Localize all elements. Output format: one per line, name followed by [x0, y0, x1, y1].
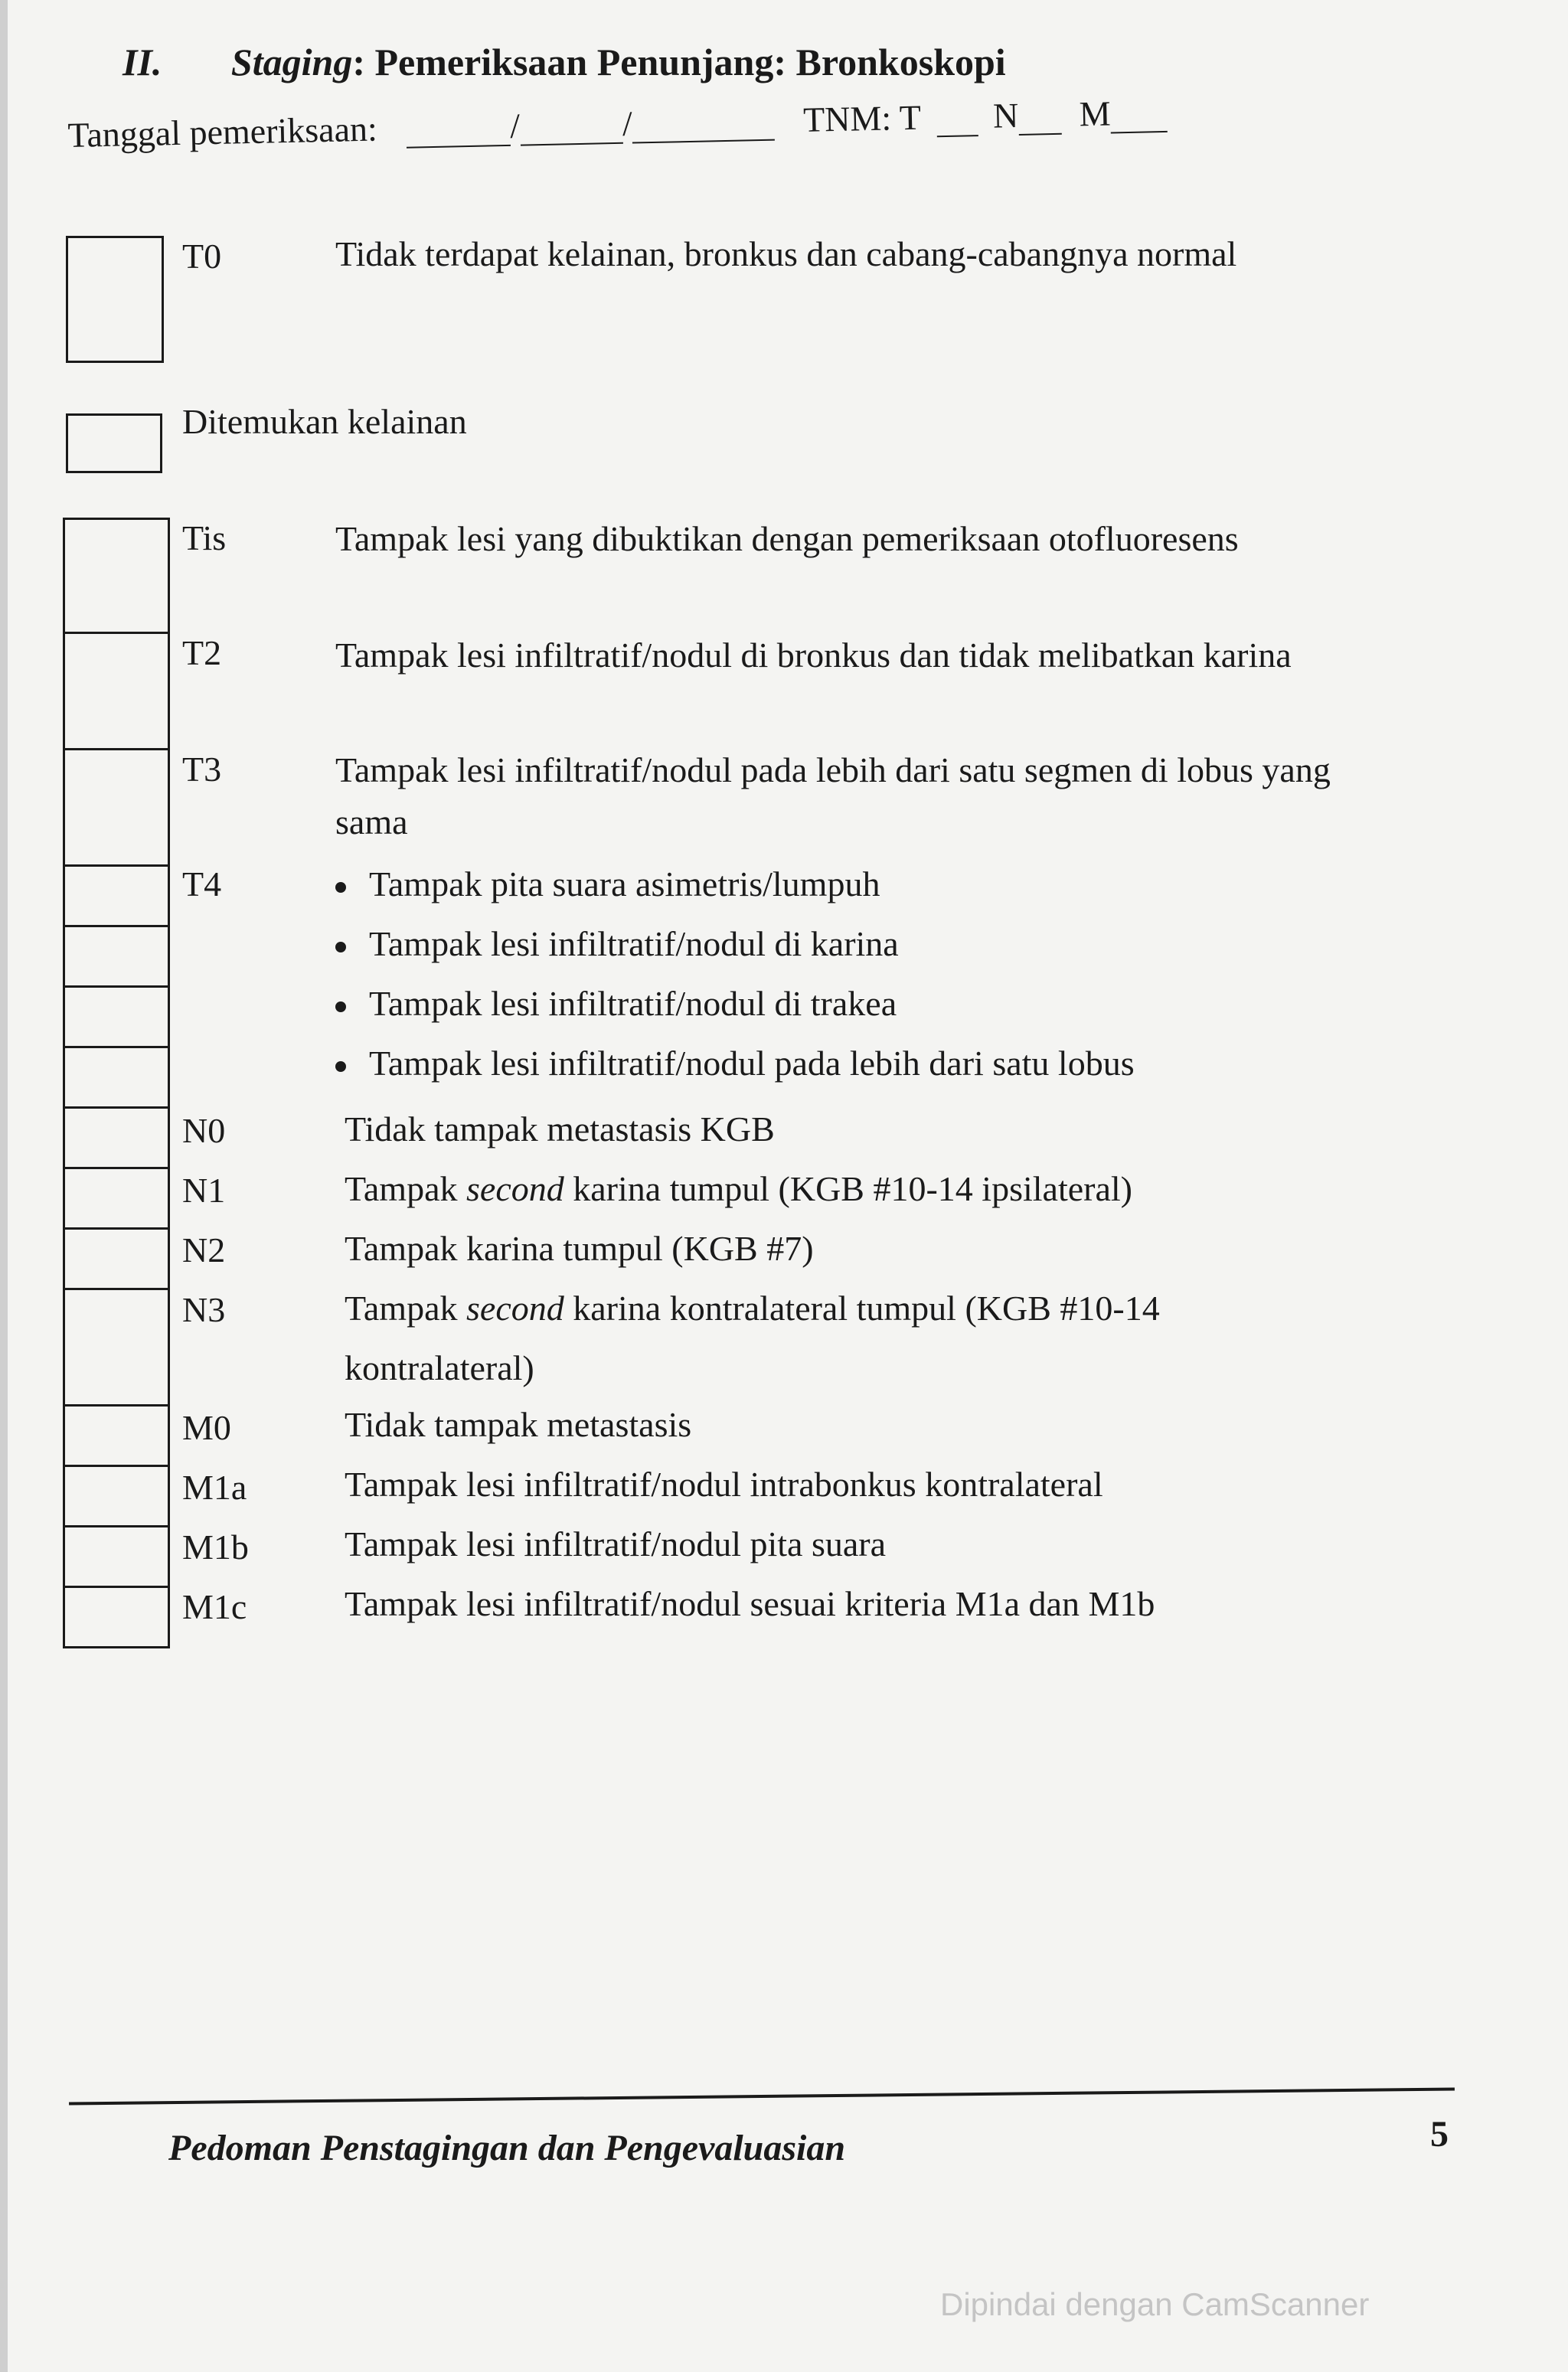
date-label: Tanggal pemeriksaan:	[67, 109, 378, 155]
scanner-watermark: Dipindai dengan CamScanner	[940, 2286, 1370, 2322]
tis-code: Tis	[182, 518, 227, 557]
t4-bullet4-checkbox[interactable]	[63, 1048, 170, 1109]
n3-italic: second	[466, 1289, 564, 1328]
page-number: 5	[1430, 2114, 1449, 2155]
abnormal-label: Ditemukan kelainan	[182, 402, 467, 441]
staging-word: Staging	[230, 41, 353, 83]
n3-code: N3	[182, 1290, 226, 1329]
t4-bullet-text: Tampak lesi infiltratif/nodul di trakea	[369, 984, 897, 1023]
n3-suffix: karina kontralateral tumpul (KGB #10-14 kontralateral)	[345, 1289, 1160, 1387]
checkbox-column	[63, 518, 170, 1648]
t4-bullet-item	[335, 983, 897, 1024]
t3-checkbox[interactable]	[63, 750, 170, 867]
n3-prefix: Tampak	[345, 1289, 467, 1328]
m1b-checkbox[interactable]	[63, 1527, 170, 1588]
title-rest: : Pemeriksaan Penunjang: Bronkoskopi	[352, 41, 1006, 83]
t0-code: T0	[182, 237, 222, 276]
t4-bullet3-checkbox[interactable]	[63, 988, 170, 1048]
t0-checkbox[interactable]	[66, 236, 164, 363]
page-edge	[0, 0, 8, 2372]
t4-bullet-item	[335, 1043, 1135, 1083]
section-number: II.	[122, 41, 162, 83]
bullet-dot-icon	[335, 1061, 346, 1072]
tnm-n-label: N	[992, 95, 1019, 136]
n1-code: N1	[182, 1171, 226, 1210]
m1a-code: M1a	[182, 1468, 247, 1507]
date-year-field[interactable]	[632, 109, 775, 144]
t3-description: Tampak lesi infiltratif/nodul pada lebih dari satu segmen di lobus yang sama	[335, 750, 1331, 841]
t4-bullet-item	[335, 864, 880, 904]
m0-description: Tidak tampak metastasis	[345, 1405, 692, 1444]
n1-checkbox[interactable]	[63, 1169, 170, 1230]
m1a-checkbox[interactable]	[63, 1467, 170, 1527]
t4-bullet1-checkbox[interactable]	[63, 867, 170, 927]
bullet-dot-icon	[335, 1001, 346, 1012]
m0-checkbox[interactable]	[63, 1407, 170, 1467]
tnm-label: TNM: T	[802, 97, 921, 139]
n2-checkbox[interactable]	[63, 1230, 170, 1290]
t4-bullet2-checkbox[interactable]	[63, 927, 170, 988]
t4-bullet-item	[335, 923, 899, 964]
date-month-field[interactable]	[520, 112, 623, 146]
tnm-n-field[interactable]	[1018, 103, 1062, 136]
t2-code: T2	[182, 633, 222, 672]
footer-rule	[69, 2088, 1455, 2106]
m1c-checkbox[interactable]	[63, 1588, 170, 1648]
n0-code: N0	[182, 1111, 226, 1150]
date-day-field[interactable]	[406, 114, 511, 149]
t4-code: T4	[182, 864, 222, 903]
date-slash-1: /	[509, 106, 521, 145]
t4-bullet-text: Tampak pita suara asimetris/lumpuh	[369, 864, 880, 903]
n0-checkbox[interactable]	[63, 1109, 170, 1169]
bullet-dot-icon	[335, 882, 346, 893]
bullet-dot-icon	[335, 942, 346, 952]
n2-code: N2	[182, 1230, 226, 1269]
tis-checkbox[interactable]	[63, 518, 170, 634]
t3-code: T3	[182, 750, 222, 789]
tnm-m-field[interactable]	[1110, 100, 1168, 134]
t4-bullet-text: Tampak lesi infiltratif/nodul pada lebih dari satu lobus	[369, 1044, 1135, 1083]
n1-prefix: Tampak	[345, 1169, 467, 1208]
footer-title: Pedoman Penstagingan dan Pengevaluasian	[168, 2128, 846, 2168]
n3-description	[345, 1279, 1340, 1398]
tnm-m-label: M	[1079, 93, 1112, 134]
m1a-description: Tampak lesi infiltratif/nodul intrabonkus kontralateral	[345, 1465, 1103, 1504]
m0-code: M0	[182, 1408, 231, 1447]
m1b-code: M1b	[182, 1527, 249, 1567]
t0-description: Tidak terdapat kelainan, bronkus dan cabang-cabangnya normal	[335, 234, 1237, 273]
tnm-t-field[interactable]	[936, 104, 978, 137]
tis-description: Tampak lesi yang dibuktikan dengan pemeriksaan otofluoresens	[335, 519, 1239, 558]
m1c-code: M1c	[182, 1587, 247, 1626]
page-title	[122, 40, 1006, 84]
n1-italic: second	[466, 1169, 564, 1208]
m1b-description: Tampak lesi infiltratif/nodul pita suara	[345, 1524, 887, 1563]
t2-checkbox[interactable]	[63, 634, 170, 750]
date-slash-2: /	[622, 103, 633, 143]
n2-description: Tampak karina tumpul (KGB #7)	[345, 1229, 814, 1268]
m1c-description: Tampak lesi infiltratif/nodul sesuai kriteria M1a dan M1b	[345, 1584, 1155, 1623]
n0-description: Tidak tampak metastasis KGB	[345, 1109, 775, 1148]
n3-checkbox[interactable]	[63, 1290, 170, 1407]
n1-description	[345, 1159, 1386, 1219]
t2-description: Tampak lesi infiltratif/nodul di bronkus dan tidak melibatkan karina	[335, 635, 1292, 675]
t4-bullet-text: Tampak lesi infiltratif/nodul di karina	[369, 924, 899, 963]
n1-suffix: karina tumpul (KGB #10-14 ipsilateral)	[564, 1169, 1132, 1208]
date-row	[67, 92, 1168, 155]
abnormal-checkbox[interactable]	[66, 413, 162, 473]
